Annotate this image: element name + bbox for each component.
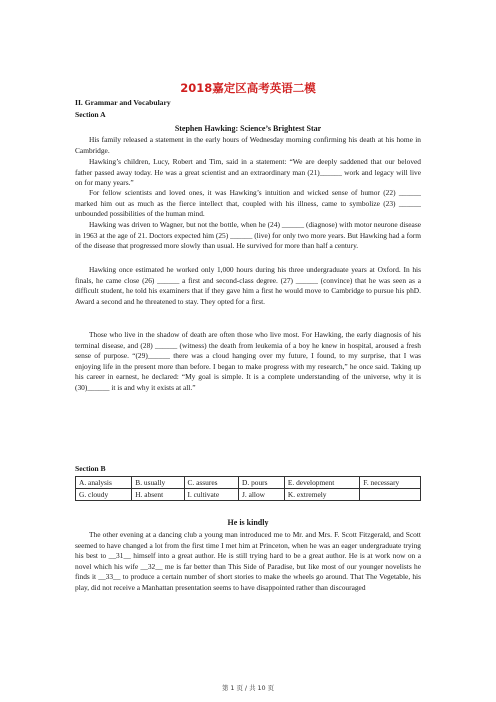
word-bank-cell: A. analysis <box>76 477 132 489</box>
section-a-heading: Section A <box>75 110 106 119</box>
article-a-paragraph-5: Hawking once estimated he worked only 1,000 hours during his three undergraduate years at Oxford. In his finals, he came close (26) ______ a first and second-class degree. (27) ______ (convince) that he was seen as a difficult student, he told his examiners that if they gave him a first he would move to Cambridge to pursue his phD. Award a second and he threatened to stay. They opted for a first. <box>75 265 421 306</box>
section-b-heading: Section B <box>75 464 106 473</box>
word-bank-row <box>76 477 421 489</box>
document-title: 2018嘉定区高考英语二模 <box>180 81 316 95</box>
word-bank-cell: K. extremely <box>284 489 359 501</box>
word-bank-cell: B. usually <box>132 477 184 489</box>
article-b-title: He is kindly <box>227 518 269 527</box>
grammar-heading: II. Grammar and Vocabulary <box>75 98 171 107</box>
article-a-paragraph-4: Hawking was driven to Wagner, but not the bottle, when he (24) ______ (diagnose) with motor neurone disease in 1963 at the age of 21. Doctors expected him (25) ______ (live) for only two more years. But Hawking had a form of the disease that progressed more slowly than usual. He survived for more than half a century. <box>75 220 421 251</box>
page-footer: 第 1 页 / 共 10 页 <box>221 684 275 692</box>
article-a-paragraph-3: For fellow scientists and loved ones, it was Hawking’s intuition and wicked sense of humor (22) ______ marked him out as much as the fierce intellect that, coupled with his illness, came to symbolize (23) ______ unbounded possibilities of the human mind. <box>75 188 421 219</box>
word-bank-row <box>76 489 421 501</box>
word-bank-cell <box>360 489 421 501</box>
word-bank-cell: G. cloudy <box>76 489 132 501</box>
article-a-title: Stephen Hawking: Science’s Brightest Star <box>174 124 322 133</box>
word-bank-cell: I. cultivate <box>184 489 239 501</box>
article-a-paragraph-1: His family released a statement in the early hours of Wednesday morning confirming his death at his home in Cambridge. <box>75 135 421 155</box>
word-bank-cell: D. pours <box>239 477 285 489</box>
article-a-paragraph-2: Hawking’s children, Lucy, Robert and Tim, said in a statement: “We are deeply saddened that our beloved father passed away today. He was a great scientist and an extraordinary man (21)______ work and legacy will live on for many years.” <box>75 157 421 188</box>
article-a-paragraph-6: Those who live in the shadow of death are often those who live most. For Hawking, the early diagnosis of his terminal disease, and (28) ______ (witness) the death from leukemia of a boy he knew in hospital, aroused a fresh sense of purpose. “(29)______ there was a cloud hanging over my future, I found, to my surprise, that I was enjoying life in the present more than before. I began to make progress with my research,” he once said. Taking up his career in earnest, he declared: “My goal is simple. It is a complete understanding of the universe, why it is (30)______ it is and why it exists at all.” <box>75 330 421 392</box>
word-bank-cell: J. allow <box>239 489 285 501</box>
word-bank-cell: H. absent <box>132 489 184 501</box>
article-b-paragraph-1: The other evening at a dancing club a young man introduced me to Mr. and Mrs. F. Scott Fitzgerald, and Scott seemed to have changed a lot from the first time I met him at Princeton, when he was an eager undergraduate trying his best to __31__ himself into a great author. He is still trying hard to be a great author. He is at work now on a novel which his wife __32__ me is far better than This Side of Paradise, but like most of our younger novelists he finds it __33__ to produce a certain number of short stories to make the wheels go around. That The Vegetable, his play, did not receive a Manhattan presentation seems to have disappointed rather than discouraged <box>75 530 421 592</box>
word-bank-cell: C. assures <box>184 477 239 489</box>
word-bank-table <box>75 476 421 501</box>
word-bank-cell: E. development <box>284 477 359 489</box>
word-bank-cell: F. necessary <box>360 477 421 489</box>
